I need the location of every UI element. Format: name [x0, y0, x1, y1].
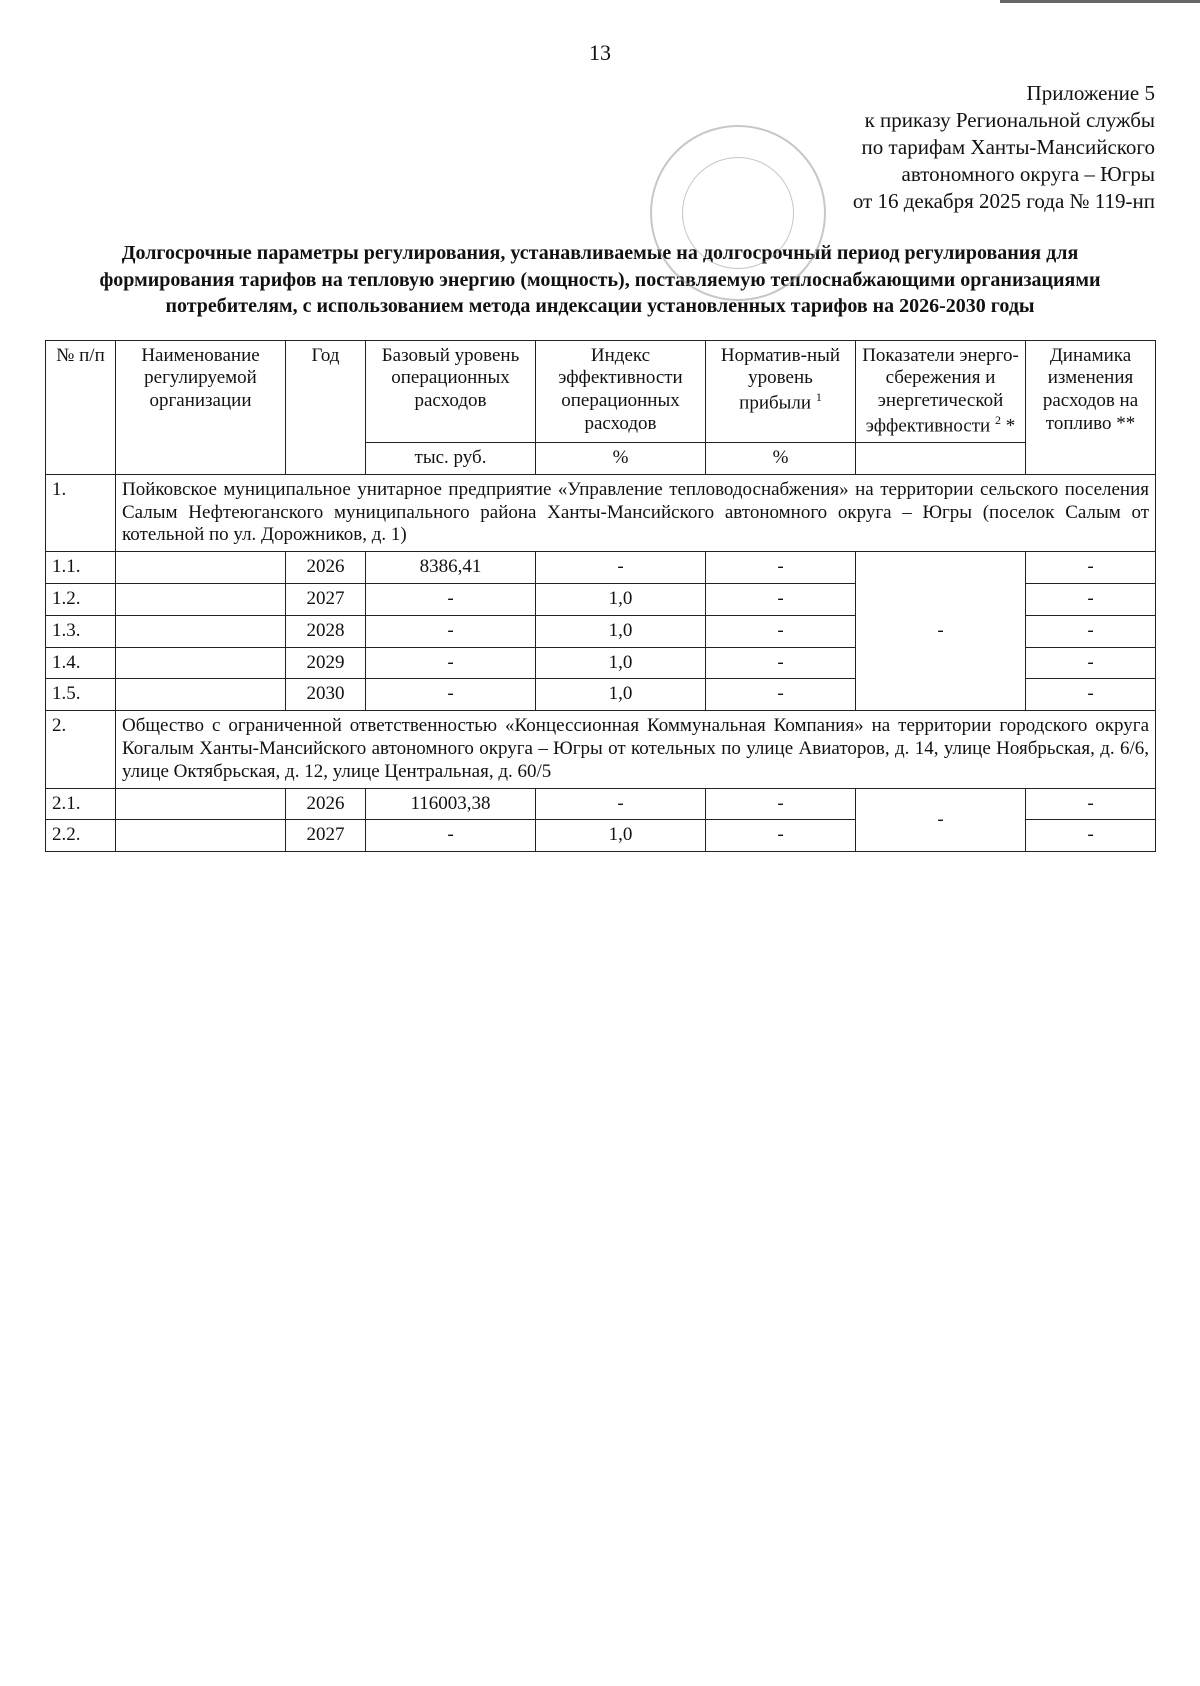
- row-org: [116, 647, 286, 679]
- section-org-name: Общество с ограниченной ответственностью «Концессионная Коммунальная Компания» на территории городского округа Когалым Ханты-Мансийского автономного округа – Югры от котельных по улице Авиаторов, д. 14, улице Ноябрьская, д. 6/6, улице Октябрьская, д. 12, улице Центральная, д. 60/5: [116, 711, 1156, 788]
- row-year: 2029: [286, 647, 366, 679]
- row-year: 2027: [286, 820, 366, 852]
- section-num: 2.: [46, 711, 116, 788]
- header-energy-asterisk: *: [1005, 415, 1016, 437]
- row-index: -: [536, 788, 706, 820]
- row-base: -: [366, 820, 536, 852]
- header-energy-footnote: 2: [994, 412, 1001, 427]
- document-title: Долгосрочные параметры регулирования, устанавливаемые на долгосрочный период регулирования для формирования тарифов на тепловую энергию (мощность), поставляемую теплоснабжающими организациями потребителям, с использованием метода индексации установленных тарифов на 2026-2030 годы: [99, 242, 1101, 318]
- unit-index: %: [536, 443, 706, 475]
- row-org: [116, 820, 286, 852]
- row-profit: -: [706, 679, 856, 711]
- row-base: 8386,41: [366, 552, 536, 584]
- row-energy: -: [856, 788, 1026, 852]
- row-base: -: [366, 679, 536, 711]
- table-section-row: [46, 474, 1156, 551]
- row-year: 2026: [286, 552, 366, 584]
- header-index: Индекс эффективности операционных расходов: [536, 340, 706, 443]
- row-base: -: [366, 584, 536, 616]
- appendix-line: от 16 декабря 2025 года № 119-нп: [852, 188, 1155, 213]
- row-index: 1,0: [536, 615, 706, 647]
- page-number: 13: [589, 40, 611, 65]
- row-index: 1,0: [536, 647, 706, 679]
- unit-base: тыс. руб.: [366, 443, 536, 475]
- row-fuel: -: [1026, 615, 1156, 647]
- row-index: 1,0: [536, 820, 706, 852]
- row-org: [116, 788, 286, 820]
- header-profit-text: Норматив-ный уровень прибыли: [720, 344, 841, 414]
- appendix-line: по тарифам Ханты-Мансийского: [861, 134, 1155, 159]
- row-year: 2028: [286, 615, 366, 647]
- row-energy: -: [856, 552, 1026, 711]
- header-num: № п/п: [46, 340, 116, 474]
- row-base: -: [366, 647, 536, 679]
- header-energy: [856, 340, 1026, 443]
- row-year: 2026: [286, 788, 366, 820]
- appendix-line: автономного округа – Югры: [901, 161, 1155, 186]
- table-row: [46, 788, 1156, 820]
- row-fuel: -: [1026, 788, 1156, 820]
- row-index: 1,0: [536, 584, 706, 616]
- row-org: [116, 552, 286, 584]
- header-fuel: Динамика изменения расходов на топливо **: [1026, 340, 1156, 474]
- header-base: Базовый уровень операционных расходов: [366, 340, 536, 443]
- row-fuel: -: [1026, 679, 1156, 711]
- row-profit: -: [706, 647, 856, 679]
- official-seal-stamp: [650, 125, 826, 301]
- table-row: [46, 552, 1156, 584]
- row-base: -: [366, 615, 536, 647]
- unit-profit: %: [706, 443, 856, 475]
- document-page: [45, 40, 1155, 1640]
- row-num: 2.1.: [46, 788, 116, 820]
- row-num: 1.3.: [46, 615, 116, 647]
- row-org: [116, 679, 286, 711]
- row-fuel: -: [1026, 584, 1156, 616]
- row-num: 1.5.: [46, 679, 116, 711]
- row-num: 1.2.: [46, 584, 116, 616]
- parameters-table: [45, 340, 1156, 853]
- section-org-name: Пойковское муниципальное унитарное предприятие «Управление тепловодоснабжения» на территории сельского поселения Салым Нефтеюганского муниципального района Ханты-Мансийского автономного округа – Югры (поселок Салым от котельной по ул. Дорожников, д. 1): [116, 474, 1156, 551]
- row-profit: -: [706, 584, 856, 616]
- header-org: Наименование регулируемой организации: [116, 340, 286, 474]
- row-index: -: [536, 552, 706, 584]
- row-profit: -: [706, 788, 856, 820]
- row-num: 1.4.: [46, 647, 116, 679]
- header-profit: [706, 340, 856, 443]
- row-year: 2027: [286, 584, 366, 616]
- appendix-line: Приложение 5: [1026, 81, 1155, 105]
- row-fuel: -: [1026, 647, 1156, 679]
- header-year: Год: [286, 340, 366, 474]
- row-profit: -: [706, 615, 856, 647]
- appendix-line: к приказу Региональной службы: [864, 107, 1155, 132]
- row-fuel: -: [1026, 552, 1156, 584]
- unit-energy: [856, 443, 1026, 475]
- row-num: 2.2.: [46, 820, 116, 852]
- row-index: 1,0: [536, 679, 706, 711]
- row-org: [116, 615, 286, 647]
- row-base: 116003,38: [366, 788, 536, 820]
- section-num: 1.: [46, 474, 116, 551]
- header-profit-footnote: 1: [815, 390, 822, 405]
- row-year: 2030: [286, 679, 366, 711]
- scan-edge-line: [1000, 0, 1200, 3]
- row-profit: -: [706, 820, 856, 852]
- header-energy-text: Показатели энерго-сбережения и энергетической эффективности: [862, 344, 1019, 437]
- row-fuel: -: [1026, 820, 1156, 852]
- table-section-row: [46, 711, 1156, 788]
- row-num: 1.1.: [46, 552, 116, 584]
- row-profit: -: [706, 552, 856, 584]
- row-org: [116, 584, 286, 616]
